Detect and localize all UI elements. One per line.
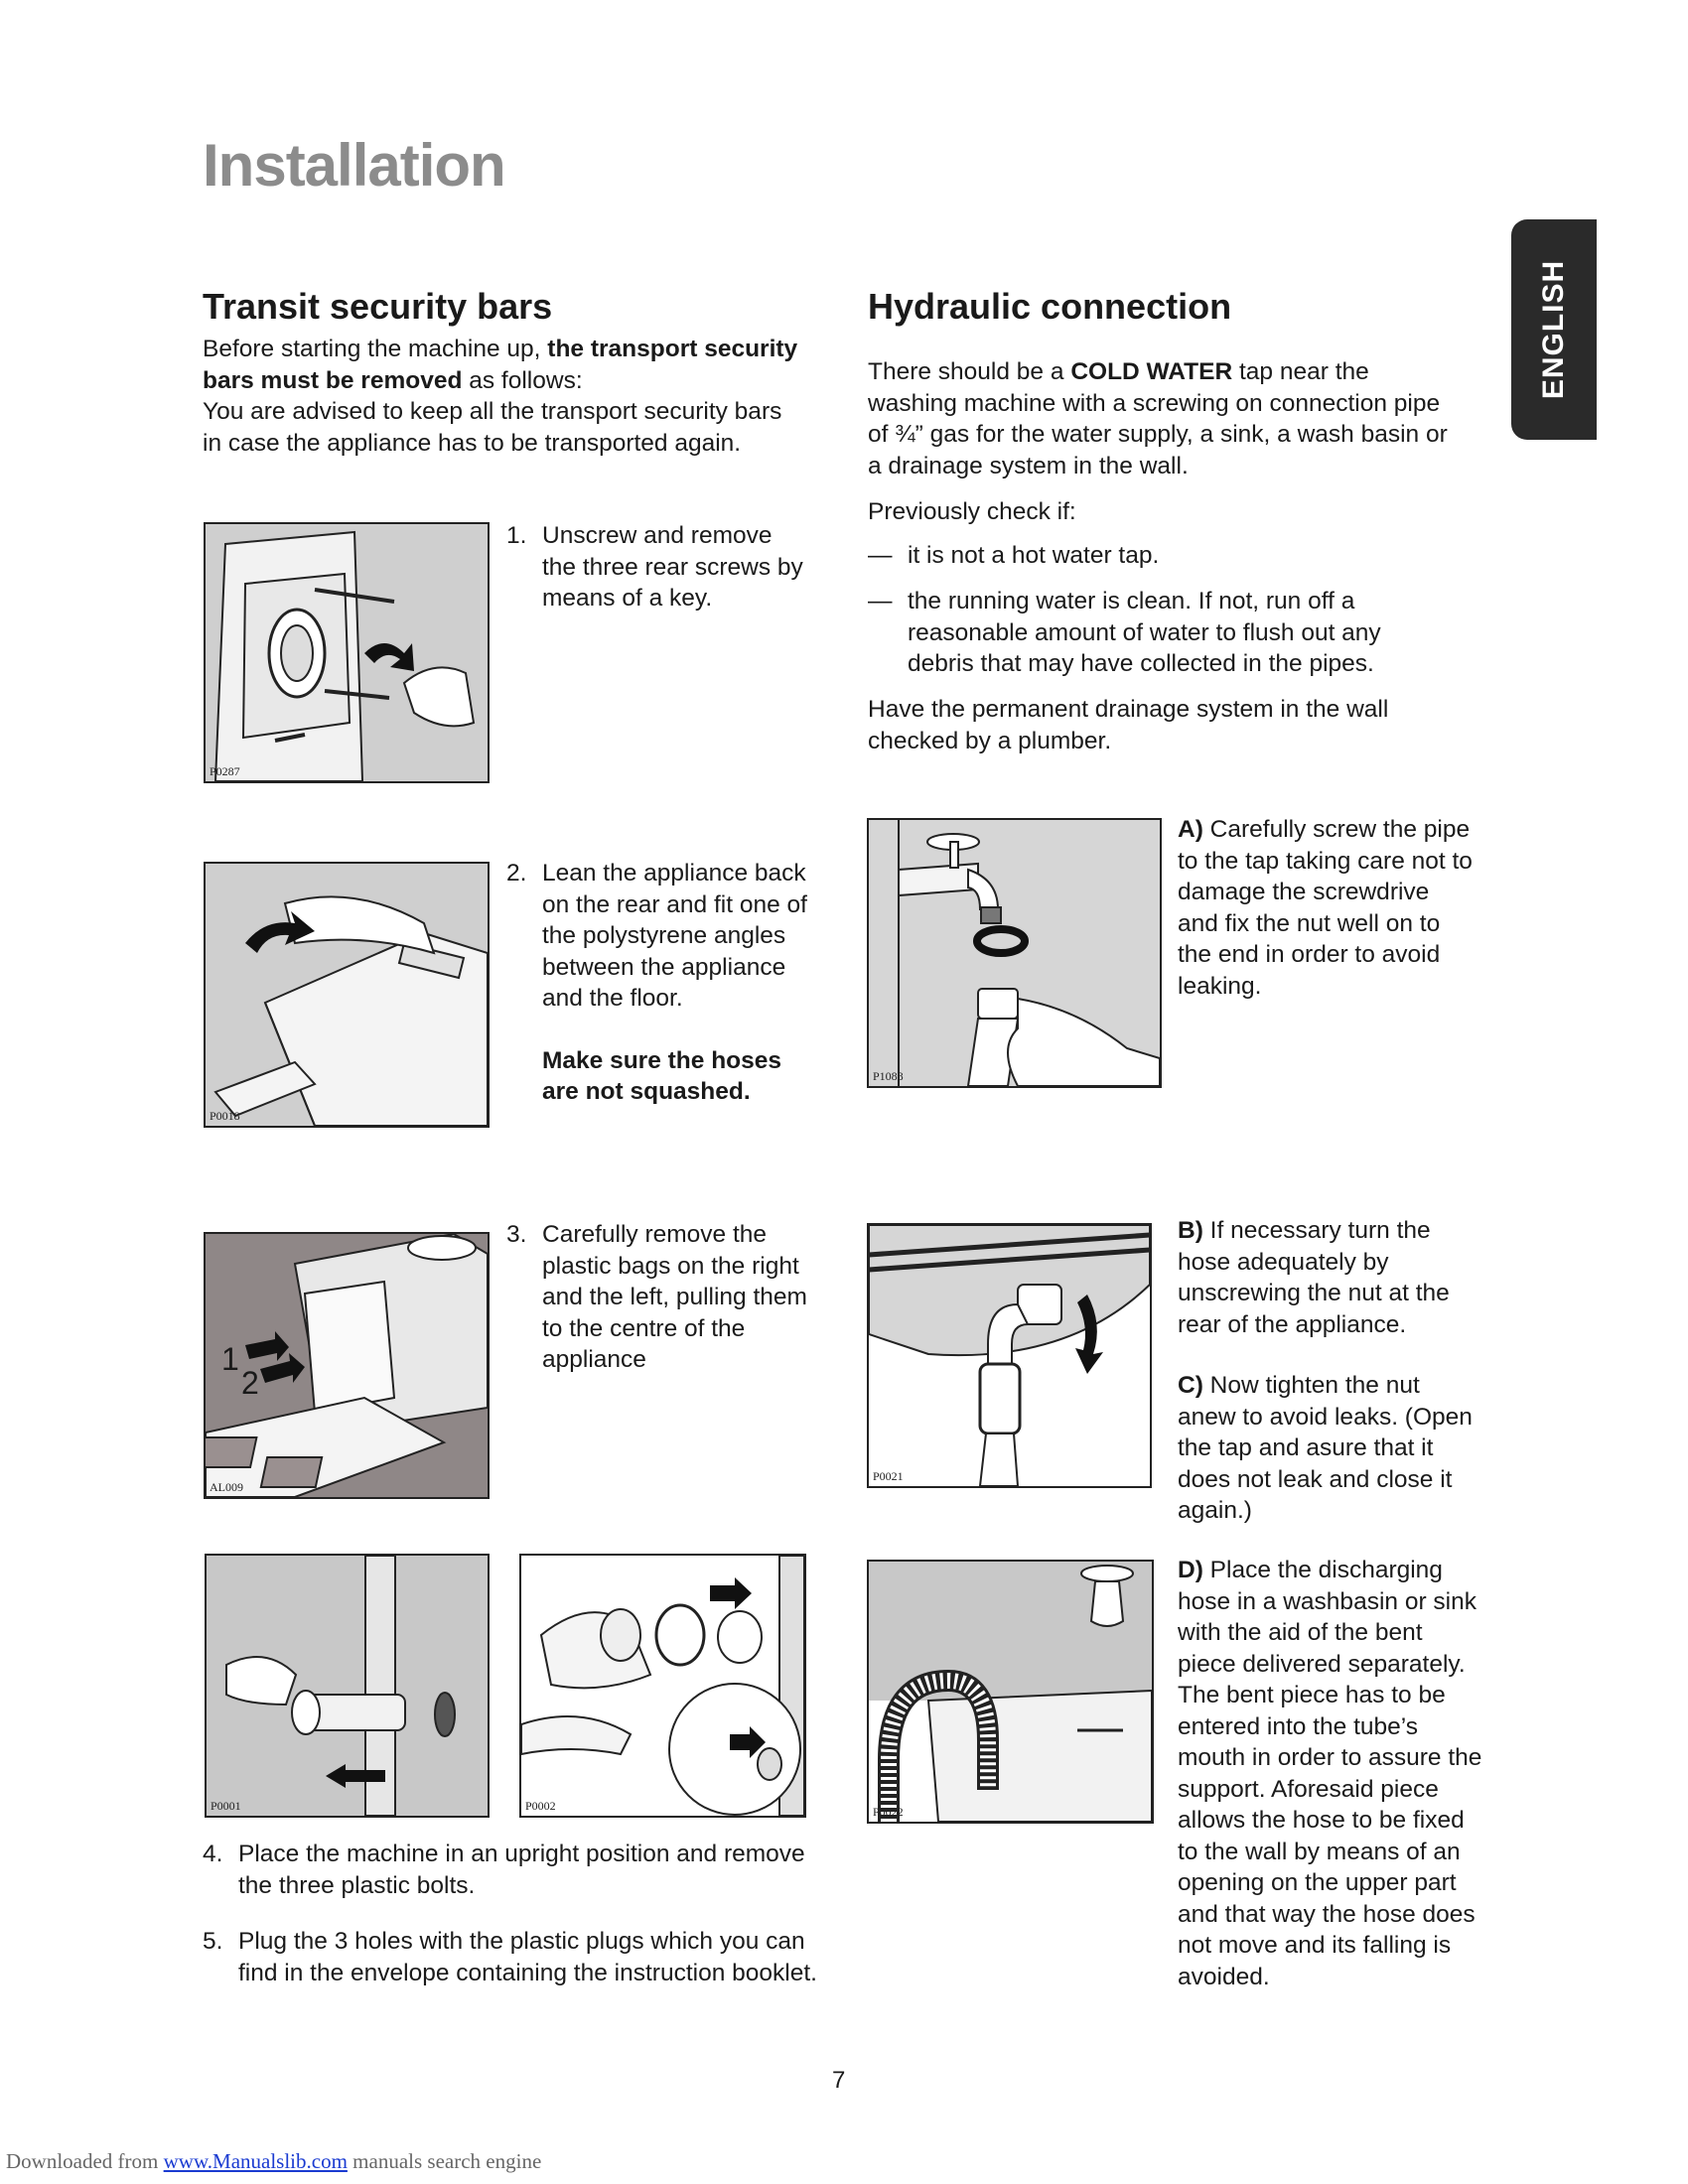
rear-screws-illustration: [206, 524, 488, 781]
figure-code: P0287: [210, 764, 240, 778]
figure-discharge-hose: [867, 1560, 1154, 1824]
footer: [6, 2149, 541, 2174]
step-text: Plug the 3 holes with the plastic plugs which you can find in the envelope containing the instruction booklet.: [238, 1928, 817, 1986]
section-heading-hydraulic: Hydraulic connection: [868, 286, 1232, 327]
language-tab: [1511, 219, 1597, 440]
step-number: 4.: [203, 1841, 223, 1867]
note-text: Now tighten the nut anew to avoid leaks. (Open the tap and asure that it does not leak and close it again.): [1178, 1372, 1473, 1524]
note-label: B): [1178, 1217, 1203, 1244]
transit-intro: [203, 334, 798, 459]
figure-code: P0018: [210, 1109, 240, 1123]
intro-text: There should be a: [868, 358, 1071, 385]
check-text: it is not a hot water tap.: [908, 542, 1160, 569]
figure-code: P0022: [873, 1805, 904, 1819]
figure-turn-hose: [867, 1223, 1152, 1488]
step-text: Place the machine in an upright position and remove the three plastic bolts.: [238, 1841, 805, 1899]
figure-rear-screws: [204, 522, 490, 783]
figure-lean-appliance: [204, 862, 490, 1128]
turn-hose-illustration: [869, 1225, 1150, 1486]
screw-pipe-illustration: [869, 820, 1160, 1086]
step-warning: Make sure the hoses are not squashed.: [542, 1046, 782, 1105]
dash-marker: —: [868, 588, 893, 614]
intro-text-end: tap near the washing machine with a screwing on connection pipe of ¾” gas for the water supply, a sink, a wash basin or a drainage system in the wall.: [868, 358, 1448, 479]
note-d: [1178, 1555, 1485, 1992]
footer-suffix: manuals search engine: [347, 2149, 542, 2173]
remove-bolts-illustration: [207, 1556, 488, 1816]
step-number: 5.: [203, 1928, 223, 1955]
check-intro: Previously check if:: [868, 498, 1076, 525]
note-text: If necessary turn the hose adequately by unscrewing the nut at the rear of the appliance.: [1178, 1217, 1450, 1338]
dash-marker: —: [868, 542, 893, 569]
footer-prefix: Downloaded from: [6, 2149, 164, 2173]
note-c: [1178, 1370, 1476, 1527]
figure-plastic-bags: [204, 1232, 490, 1499]
plug-holes-illustration: [521, 1556, 804, 1816]
step-number: 3.: [506, 1221, 527, 1248]
step-number: 1.: [506, 522, 527, 549]
page-title: Installation: [203, 132, 505, 199]
language-tab-label: ENGLISH: [1537, 259, 1570, 400]
lean-appliance-illustration: [206, 864, 488, 1126]
note-label: D): [1178, 1557, 1203, 1583]
note-text: Place the discharging hose in a washbasin or sink with the aid of the bent piece delivered separately. The bent piece has to be entered into the tube’s mouth in order to assure the support. Aforesaid piece allows the hose to be fixed to the wall by means of an opening on the upper part and that way the hose does not move and its falling is avoided.: [1178, 1557, 1482, 1990]
note-label: C): [1178, 1372, 1203, 1399]
note-text: Carefully screw the pipe to the tap taking care not to damage the screwdrive and fix the nut well on to the end in order to avoid leaking.: [1178, 816, 1473, 1000]
figure-remove-bolts: [205, 1554, 490, 1818]
note-a: [1178, 814, 1476, 1002]
figure-code: P0001: [211, 1799, 241, 1813]
figure-label-2: 2: [241, 1365, 259, 1401]
intro-text-end: as follows:: [462, 366, 583, 394]
plumber-note: Have the permanent drainage system in the wall checked by a plumber.: [868, 696, 1389, 754]
footer-link[interactable]: www.Manualslib.com: [163, 2149, 348, 2173]
step-text: Carefully remove the plastic bags on the right and the left, pulling them to the centre of the appliance: [542, 1221, 807, 1373]
section-heading-transit: Transit security bars: [203, 286, 553, 327]
step-4: [203, 1839, 838, 1901]
figure-label-1: 1: [221, 1341, 239, 1377]
note-b: [1178, 1215, 1485, 1340]
step-number: 2.: [506, 860, 527, 887]
step-5: [203, 1926, 838, 1988]
figure-code: AL009: [210, 1480, 243, 1494]
figure-screw-pipe: [867, 818, 1162, 1088]
intro-bold: COLD WATER: [1070, 358, 1233, 385]
step-1: [506, 520, 804, 614]
intro-note: You are advised to keep all the transport security bars in case the appliance has to be transported again.: [203, 398, 782, 457]
check-item-2: [868, 586, 1444, 680]
figure-code: P1088: [873, 1069, 904, 1083]
step-text: Unscrew and remove the three rear screws by means of a key.: [542, 522, 803, 612]
figure-code: P0021: [873, 1469, 904, 1483]
figure-plug-holes: [519, 1554, 806, 1818]
step-text: Lean the appliance back on the rear and fit one of the polystyrene angles between the appliance and the floor.: [542, 860, 807, 1012]
step-3: [506, 1219, 814, 1376]
check-text: the running water is clean. If not, run off a reasonable amount of water to flush out any debris that may have collected in the pipes.: [908, 588, 1381, 677]
page-number: 7: [832, 2067, 846, 2094]
intro-bold: the transport security bars must be removed: [203, 336, 798, 394]
check-item-1: [868, 540, 1444, 572]
discharge-hose-illustration: [869, 1562, 1152, 1822]
figure-code: P0002: [525, 1799, 556, 1813]
note-label: A): [1178, 816, 1203, 843]
hydraulic-intro: [868, 356, 1454, 528]
intro-text: Before starting the machine up,: [203, 336, 548, 362]
step-2: [506, 858, 814, 1108]
